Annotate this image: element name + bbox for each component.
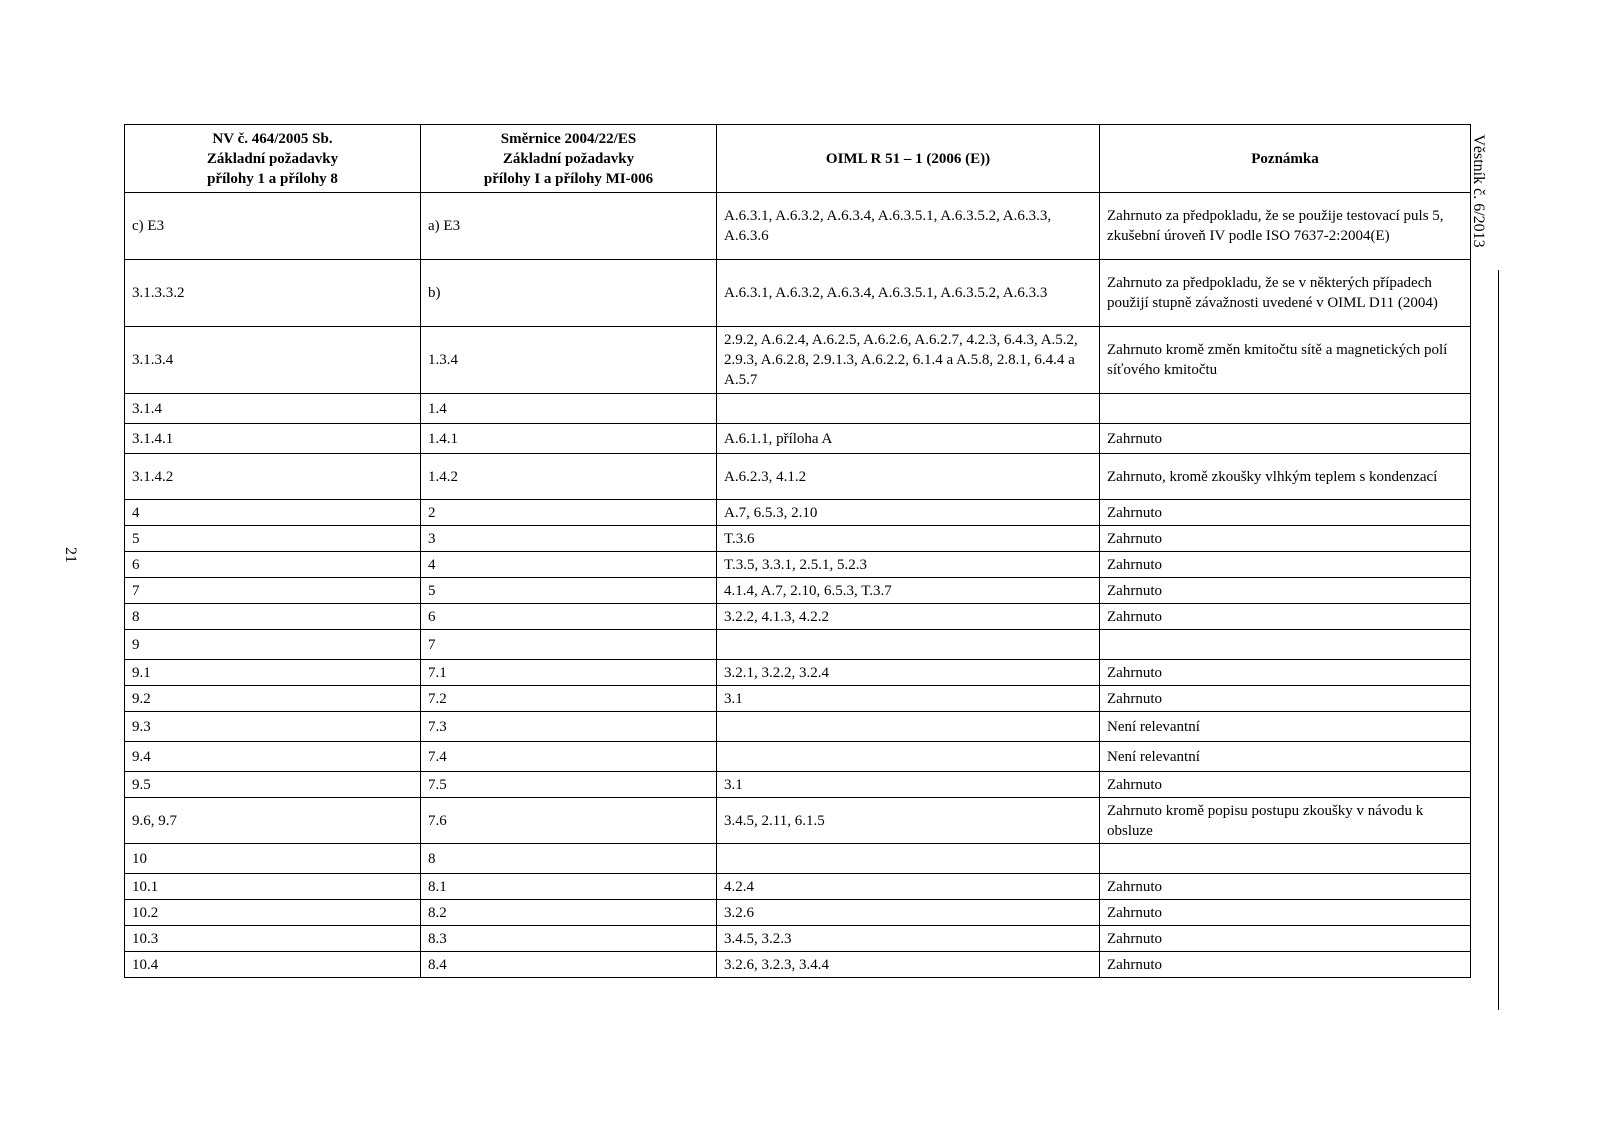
header-directive: Směrnice 2004/22/ES Základní požadavky přílohy I a přílohy MI-006: [421, 125, 717, 193]
table-row: [125, 874, 1471, 900]
cell-note: Zahrnuto za předpokladu, že se použije testovací puls 5, zkušební úroveň IV podle ISO 7637-2:2004(E): [1100, 193, 1471, 260]
cell-oiml: [717, 394, 1100, 424]
cell-oiml: 3.2.6: [717, 900, 1100, 926]
page-number: 21: [62, 547, 79, 563]
cell-directive: 7.1: [421, 660, 717, 686]
cell-note: Zahrnuto: [1100, 874, 1471, 900]
cell-oiml: A.7, 6.5.3, 2.10: [717, 500, 1100, 526]
cell-oiml: 3.2.2, 4.1.3, 4.2.2: [717, 604, 1100, 630]
cell-directive: b): [421, 260, 717, 327]
cell-directive: 5: [421, 578, 717, 604]
cell-oiml: [717, 844, 1100, 874]
cell-nv: 10.3: [125, 926, 421, 952]
table-row: [125, 578, 1471, 604]
cell-oiml: 4.1.4, A.7, 2.10, 6.5.3, T.3.7: [717, 578, 1100, 604]
cell-directive: 4: [421, 552, 717, 578]
cell-note: Zahrnuto, kromě zkoušky vlhkým teplem s kondenzací: [1100, 454, 1471, 500]
cell-note: Zahrnuto: [1100, 772, 1471, 798]
table-row: [125, 604, 1471, 630]
cell-nv: 9.4: [125, 742, 421, 772]
cell-directive: 7.2: [421, 686, 717, 712]
cell-directive: 6: [421, 604, 717, 630]
table-row: [125, 500, 1471, 526]
cell-nv: 9.2: [125, 686, 421, 712]
cell-directive: 7.3: [421, 712, 717, 742]
cell-oiml: A.6.3.1, A.6.3.2, A.6.3.4, A.6.3.5.1, A.6.3.5.2, A.6.3.3: [717, 260, 1100, 327]
table-row: [125, 394, 1471, 424]
table-row: [125, 424, 1471, 454]
cell-nv: 6: [125, 552, 421, 578]
cell-oiml: A.6.1.1, příloha A: [717, 424, 1100, 454]
table-row: [125, 327, 1471, 394]
cell-directive: a) E3: [421, 193, 717, 260]
cell-note: Zahrnuto za předpokladu, že se v některých případech použijí stupně závažnosti uvedené v OIML D11 (2004): [1100, 260, 1471, 327]
cell-oiml: 4.2.4: [717, 874, 1100, 900]
cell-directive: 1.4: [421, 394, 717, 424]
table-row: [125, 712, 1471, 742]
cell-nv: 3.1.4: [125, 394, 421, 424]
table-row: [125, 798, 1471, 844]
cell-nv: 10.2: [125, 900, 421, 926]
cell-directive: 1.4.1: [421, 424, 717, 454]
table-row: [125, 552, 1471, 578]
cell-note: Zahrnuto: [1100, 926, 1471, 952]
table-row: [125, 660, 1471, 686]
cell-oiml: A.6.2.3, 4.1.2: [717, 454, 1100, 500]
cell-nv: 9.5: [125, 772, 421, 798]
cell-directive: 7: [421, 630, 717, 660]
journal-label: Věstník č. 6/2013: [1470, 134, 1487, 248]
margin-rule: [1498, 270, 1499, 1010]
cell-directive: 8.2: [421, 900, 717, 926]
cell-note: Zahrnuto: [1100, 900, 1471, 926]
cell-directive: 8: [421, 844, 717, 874]
cell-note: Není relevantní: [1100, 712, 1471, 742]
cell-oiml: [717, 742, 1100, 772]
cell-nv: 7: [125, 578, 421, 604]
cell-oiml: [717, 712, 1100, 742]
cell-oiml: 3.1: [717, 686, 1100, 712]
cell-directive: 7.4: [421, 742, 717, 772]
table-row: [125, 900, 1471, 926]
cell-note: Zahrnuto: [1100, 578, 1471, 604]
cell-nv: 3.1.4.1: [125, 424, 421, 454]
cell-oiml: 3.2.6, 3.2.3, 3.4.4: [717, 952, 1100, 978]
cell-oiml: [717, 630, 1100, 660]
table-row: [125, 260, 1471, 327]
cell-oiml: A.6.3.1, A.6.3.2, A.6.3.4, A.6.3.5.1, A.6.3.5.2, A.6.3.3, A.6.3.6: [717, 193, 1100, 260]
cell-oiml: 3.4.5, 2.11, 6.1.5: [717, 798, 1100, 844]
cell-directive: 8.1: [421, 874, 717, 900]
cell-oiml: 2.9.2, A.6.2.4, A.6.2.5, A.6.2.6, A.6.2.7, 4.2.3, 6.4.3, A.5.2, 2.9.3, A.6.2.8, 2.9.1.3, A.6.2.2, 6.1.4 a A.5.8, 2.8.1, 6.4.4 a A.5.7: [717, 327, 1100, 394]
cell-note: Zahrnuto: [1100, 686, 1471, 712]
cell-nv: 5: [125, 526, 421, 552]
cell-note: [1100, 394, 1471, 424]
cell-nv: 9.3: [125, 712, 421, 742]
cell-directive: 7.6: [421, 798, 717, 844]
header-oiml: OIML R 51 – 1 (2006 (E)): [717, 125, 1100, 193]
cell-nv: 9.1: [125, 660, 421, 686]
cell-oiml: T.3.6: [717, 526, 1100, 552]
cell-note: Zahrnuto: [1100, 660, 1471, 686]
cell-nv: 4: [125, 500, 421, 526]
cell-oiml: T.3.5, 3.3.1, 2.5.1, 5.2.3: [717, 552, 1100, 578]
cell-note: Zahrnuto kromě popisu postupu zkoušky v návodu k obsluze: [1100, 798, 1471, 844]
cell-oiml: 3.4.5, 3.2.3: [717, 926, 1100, 952]
table-row: [125, 844, 1471, 874]
table-row: [125, 742, 1471, 772]
cell-nv: 10: [125, 844, 421, 874]
cell-directive: 7.5: [421, 772, 717, 798]
cell-nv: 8: [125, 604, 421, 630]
table-row: [125, 526, 1471, 552]
cell-note: Zahrnuto: [1100, 526, 1471, 552]
table-row: [125, 772, 1471, 798]
cell-nv: 10.4: [125, 952, 421, 978]
correspondence-table: [124, 124, 1471, 978]
table-row: [125, 193, 1471, 260]
cell-note: Zahrnuto: [1100, 552, 1471, 578]
cell-note: Zahrnuto: [1100, 604, 1471, 630]
cell-directive: 1.3.4: [421, 327, 717, 394]
table-row: [125, 952, 1471, 978]
cell-directive: 2: [421, 500, 717, 526]
cell-directive: 8.4: [421, 952, 717, 978]
cell-note: Zahrnuto kromě změn kmitočtu sítě a magnetických polí síťového kmitočtu: [1100, 327, 1471, 394]
cell-note: Zahrnuto: [1100, 424, 1471, 454]
header-note: Poznámka: [1100, 125, 1471, 193]
cell-nv: c) E3: [125, 193, 421, 260]
cell-nv: 3.1.3.3.2: [125, 260, 421, 327]
cell-nv: 9: [125, 630, 421, 660]
header-nv: NV č. 464/2005 Sb. Základní požadavky přílohy 1 a přílohy 8: [125, 125, 421, 193]
table-row: [125, 630, 1471, 660]
cell-nv: 3.1.3.4: [125, 327, 421, 394]
cell-note: Zahrnuto: [1100, 500, 1471, 526]
cell-note: [1100, 630, 1471, 660]
cell-note: [1100, 844, 1471, 874]
table-row: [125, 686, 1471, 712]
cell-note: Zahrnuto: [1100, 952, 1471, 978]
cell-directive: 8.3: [421, 926, 717, 952]
table-row: [125, 926, 1471, 952]
table-header-row: [125, 125, 1471, 193]
cell-oiml: 3.1: [717, 772, 1100, 798]
cell-nv: 9.6, 9.7: [125, 798, 421, 844]
cell-nv: 10.1: [125, 874, 421, 900]
cell-oiml: 3.2.1, 3.2.2, 3.2.4: [717, 660, 1100, 686]
cell-note: Není relevantní: [1100, 742, 1471, 772]
cell-directive: 1.4.2: [421, 454, 717, 500]
cell-nv: 3.1.4.2: [125, 454, 421, 500]
cell-directive: 3: [421, 526, 717, 552]
table-row: [125, 454, 1471, 500]
